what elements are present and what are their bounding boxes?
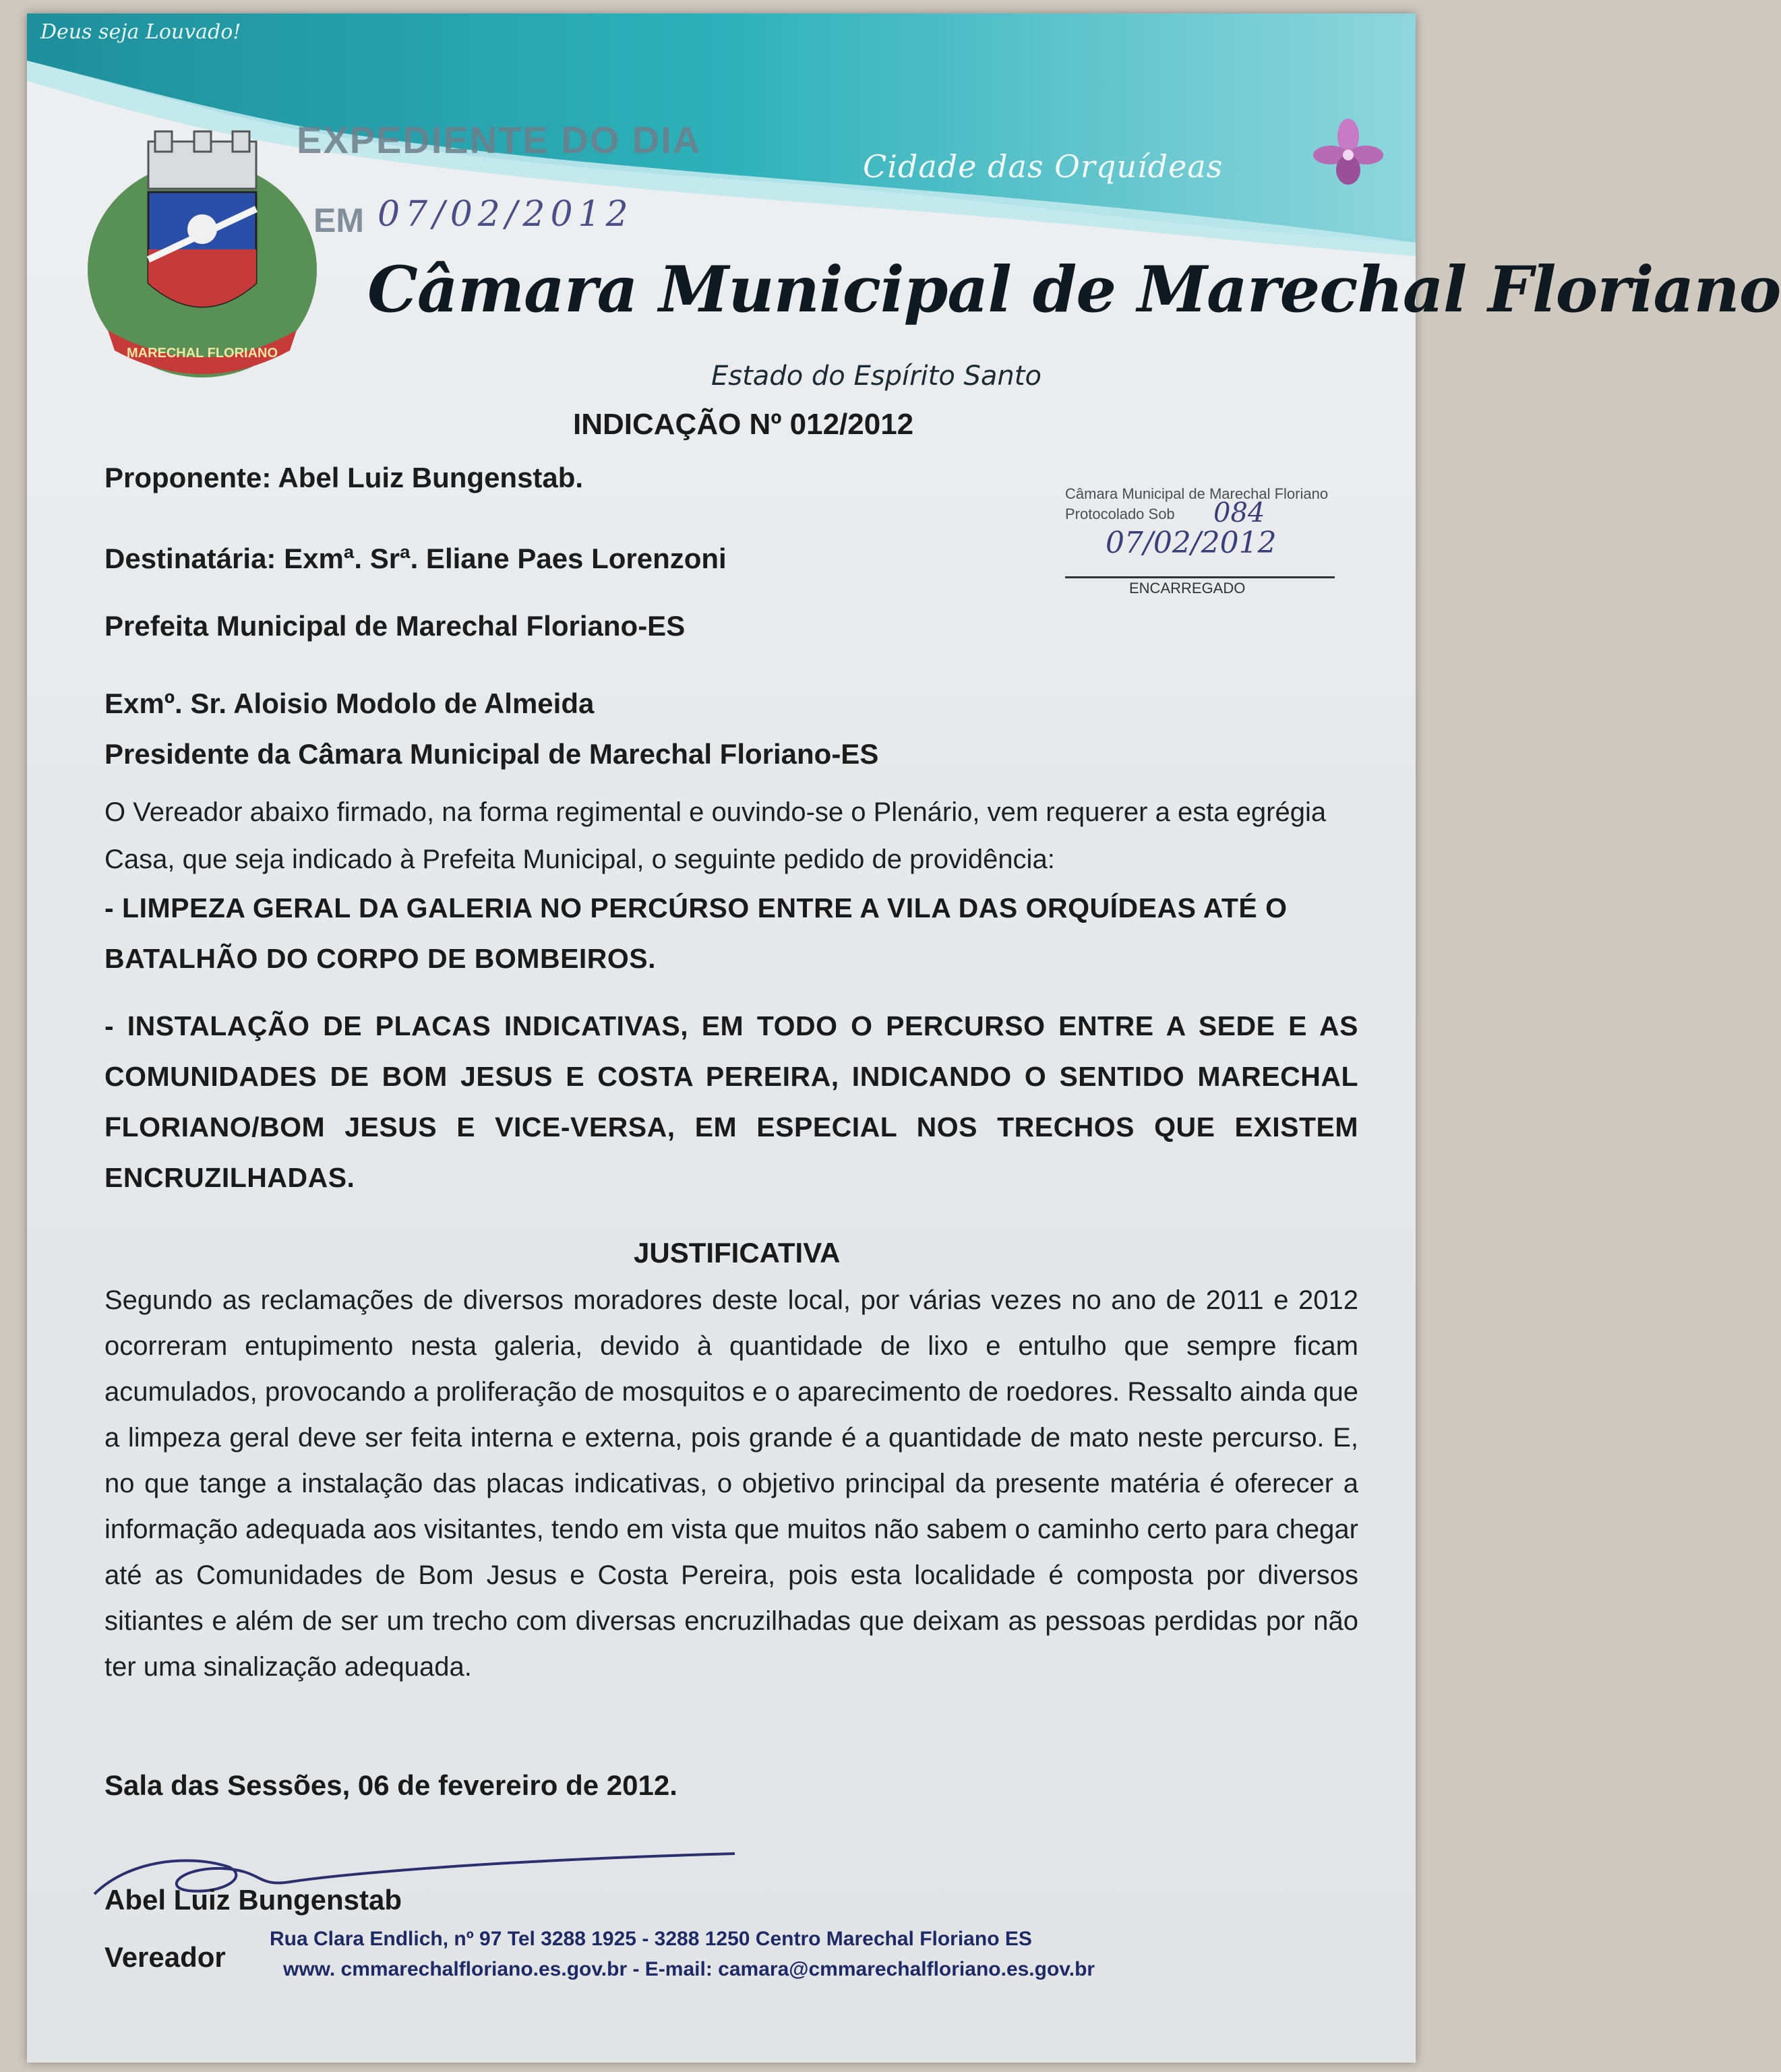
request-item-1: - LIMPEZA GERAL DA GALERIA NO PERCÚRSO ENTRE A VILA DAS ORQUÍDEAS ATÉ O BATALHÃO DO CORPO DE BOMBEIROS. (104, 892, 1288, 974)
footer-address: Rua Clara Endlich, nº 97 Tel 3288 1925 - 3288 1250 Centro Marechal Floriano ES (270, 1928, 1032, 1950)
motto: Deus seja Louvado! (40, 20, 241, 44)
footer-web-email: www. cmmarechalfloriano.es.gov.br - E-mail: camara@cmmarechalfloriano.es.gov.br (283, 1958, 1095, 1980)
protocol-signature-line (1065, 576, 1335, 578)
stamp-em-label: EM (313, 202, 364, 239)
coat-ribbon-text: MARECHAL FLORIANO (126, 346, 278, 361)
protocol-role: ENCARREGADO (1129, 580, 1246, 597)
closing-line: Sala das Sessões, 06 de fevereiro de 2012. (104, 1769, 677, 1801)
protocol-date: 07/02/2012 (1106, 526, 1277, 560)
signer-name: Abel Luiz Bungenstab (104, 1884, 402, 1916)
stamp-title: EXPEDIENTE DO DIA (297, 119, 702, 161)
protocol-number: 084 (1213, 497, 1265, 528)
recipient-2: Exmº. Sr. Aloisio Modolo de Almeida (104, 688, 595, 719)
proponent: Proponente: Abel Luiz Bungenstab. (104, 462, 584, 493)
document-page (27, 13, 1781, 2063)
coat-of-arms-icon (74, 128, 330, 398)
justification-paragraph: Segundo as reclamações de diversos moradores deste local, por várias vezes no ano de 2011 e 2012 ocorreram entupimento nesta galeria, devido à quantidade de lixo e entulho que sempre ficam acumulados, provocando a proliferação de mosquitos e o aparecimento de roedores. Ressalto ainda que a limpeza geral deve ser feita interna e externa, pois grande é a quantidade de mato neste percurso. E, no que tange a instalação das placas indicativas, o objetivo principal da presente matéria é oferecer a informação adequada aos visitantes, tendo em vista que muitos não sabem o caminho certo para chegar até as Comunidades de Bom Jesus e Costa Pereira, pois esta localidade é composta por diversos sitiantes e além de ser um trecho com diversas encruzilhadas que deixam as pessoas perdidas por não ter uma sinalização adequada. (104, 1285, 1358, 1682)
request-item-2: - INSTALAÇÃO DE PLACAS INDICATIVAS, EM TODO O PERCURSO ENTRE A SEDE E AS COMUNIDADES DE BOM JESUS E COSTA PEREIRA, INDICANDO O SENTIDO MARECHAL FLORIANO/BOM JESUS E VICE-VERSA, EM ESPECIAL NOS TRECHOS QUE EXISTEM ENCRUZILHADAS. (104, 1010, 1358, 1193)
state-name: Estado do Espírito Santo (711, 361, 1042, 392)
chamber-name: Câmara Municipal de Marechal Floriano (367, 253, 1781, 327)
recipient-2-role: Presidente da Câmara Municipal de Marechal Floriano-ES (104, 738, 879, 770)
protocol-stamp (1065, 485, 1375, 620)
protocol-label: Protocolado Sob (1065, 506, 1175, 522)
recipient-1: Destinatária: Exmª. Srª. Eliane Paes Lorenzoni (104, 543, 727, 574)
protocol-org: Câmara Municipal de Marechal Floriano (1065, 485, 1329, 502)
signer-role: Vereador (104, 1941, 226, 1973)
justification-heading: JUSTIFICATIVA (634, 1237, 841, 1269)
city-tagline: Cidade das Orquídeas (863, 148, 1224, 185)
stamp-date: 07/02/2012 (378, 194, 634, 235)
intro-paragraph: O Vereador abaixo firmado, na forma regimental e ouvindo-se o Plenário, vem requerer a esta egrégia Casa, que seja indicado à Prefeita Municipal, o seguinte pedido de providência: (104, 797, 1327, 874)
recipient-1-role: Prefeita Municipal de Marechal Floriano-ES (104, 610, 686, 642)
document-title: INDICAÇÃO Nº 012/2012 (573, 408, 914, 441)
